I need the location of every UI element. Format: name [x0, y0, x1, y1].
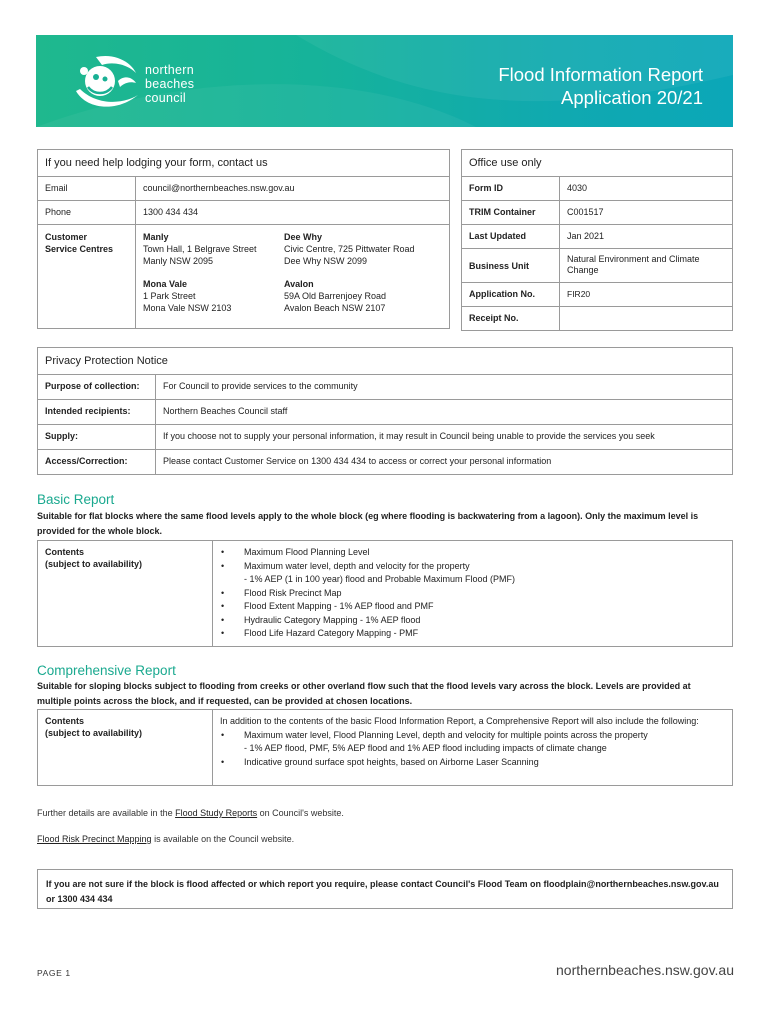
title-line-1: Flood Information Report [498, 64, 703, 85]
page-number: PAGE 1 [37, 968, 71, 978]
centres-label-line-1: Customer [45, 232, 88, 242]
centre-address-2: Avalon Beach NSW 2107 [284, 303, 386, 313]
centre-address-1: Civic Centre, 725 Pittwater Road [284, 244, 415, 254]
centre-address-2: Mona Vale NSW 2103 [143, 303, 232, 313]
contents-label-line-2: (subject to availability) [45, 728, 143, 738]
list-item: • Maximum Flood Planning Level [220, 546, 725, 560]
centre-name: Avalon [284, 279, 314, 289]
wordmark-line-1: northern [145, 63, 194, 77]
centre-address-1: Town Hall, 1 Belgrave Street [143, 244, 257, 254]
email-value[interactable]: council@northernbeaches.nsw.gov.au [136, 177, 450, 201]
wordmark-line-3: council [145, 91, 187, 105]
note-text: Further details are available in the [37, 808, 176, 818]
flood-study-note [37, 808, 344, 818]
centre-manly [143, 231, 284, 267]
list-item: • Maximum water level, depth and velocity for the property [220, 560, 725, 574]
basic-contents-list [213, 541, 733, 647]
list-item: • Indicative ground surface spot heights, based on Airborne Laser Scanning [220, 756, 725, 770]
basic-report-title: Basic Report [37, 492, 115, 507]
privacy-row-label: Purpose of collection: [38, 375, 156, 400]
contact-text: If you are not sure if the block is flood affected or which report you require, please contact Council's Flood Team on floodplain@northernbeaches.nsw.gov.au or 1300 434 434 [46, 879, 719, 904]
centres-label [38, 225, 136, 329]
basic-report-contents-table [37, 540, 733, 647]
privacy-row-label: Intended recipients: [38, 400, 156, 425]
contents-label-line-1: Contents [45, 716, 84, 726]
list-item: • Flood Extent Mapping - 1% AEP flood and PMF [220, 600, 725, 614]
privacy-row-value: For Council to provide services to the community [156, 375, 733, 400]
centre-mona-vale [143, 278, 284, 314]
header-banner [36, 35, 733, 127]
office-use-table [461, 149, 733, 331]
contents-label [38, 541, 213, 647]
centre-name: Manly [143, 232, 169, 242]
privacy-row-value: Northern Beaches Council staff [156, 400, 733, 425]
business-unit-value: Natural Environment and Climate Change [560, 249, 733, 283]
receipt-no-input[interactable] [560, 307, 733, 331]
email-label: Email [38, 177, 136, 201]
centre-address-2: Dee Why NSW 2099 [284, 256, 368, 266]
list-subitem: - 1% AEP (1 in 100 year) flood and Probable Maximum Flood (PMF) [244, 574, 515, 584]
list-item: • Flood Risk Precinct Map [220, 587, 725, 601]
trim-container-value: C001517 [560, 201, 733, 225]
centres-list [136, 225, 450, 329]
list-item: • Hydraulic Category Mapping - 1% AEP flood [220, 614, 725, 628]
phone-value[interactable]: 1300 434 434 [136, 201, 450, 225]
council-logo-icon [66, 51, 146, 115]
privacy-row-label: Access/Correction: [38, 450, 156, 475]
centre-address-1: 1 Park Street [143, 291, 196, 301]
contents-label-line-2: (subject to availability) [45, 559, 143, 569]
contents-label-line-1: Contents [45, 547, 84, 557]
privacy-notice-table [37, 347, 733, 475]
page-title [498, 63, 703, 109]
form-id-label: Form ID [462, 177, 560, 201]
flood-team-contact-box [37, 869, 733, 909]
centre-address-1: 59A Old Barrenjoey Road [284, 291, 387, 301]
privacy-heading: Privacy Protection Notice [38, 348, 733, 375]
comprehensive-report-contents-table [37, 709, 733, 786]
centre-name: Dee Why [284, 232, 323, 242]
list-item: • Flood Life Hazard Category Mapping - PMF [220, 627, 725, 641]
comprehensive-report-title: Comprehensive Report [37, 663, 176, 678]
last-updated-value: Jan 2021 [560, 225, 733, 249]
comprehensive-intro: In addition to the contents of the basic Flood Information Report, a Comprehensive Report will also include the following: [220, 716, 699, 726]
form-id-value: 4030 [560, 177, 733, 201]
help-contact-table [37, 149, 450, 329]
centre-address-2: Manly NSW 2095 [143, 256, 214, 266]
centre-name: Mona Vale [143, 279, 188, 289]
application-no-input[interactable]: FIR20 [560, 283, 733, 307]
note-text: on Council's website. [257, 808, 344, 818]
office-heading: Office use only [462, 150, 733, 177]
flood-study-reports-link[interactable]: Flood Study Reports [175, 808, 258, 818]
help-heading: If you need help lodging your form, contact us [38, 150, 450, 177]
basic-report-description: Suitable for flat blocks where the same flood levels apply to the whole block (eg where flooding is backwatering from a lagoon). Only the maximum level is provided for the whole block. [37, 511, 699, 536]
comprehensive-contents-list [213, 710, 733, 786]
trim-container-label: TRIM Container [462, 201, 560, 225]
comprehensive-report-description: Suitable for sloping blocks subject to flooding from creeks or other overland flow such that the flood levels vary across the block. Levels are provided at multiple points across the block, and if requested, can be provided at chosen locations. [37, 681, 691, 706]
receipt-no-label: Receipt No. [462, 307, 560, 331]
phone-label: Phone [38, 201, 136, 225]
list-item: • Maximum water level, Flood Planning Level, depth and velocity for multiple points across the property [220, 729, 725, 743]
application-no-label: Application No. [462, 283, 560, 307]
title-line-2: Application 20/21 [561, 87, 703, 108]
precinct-mapping-note [37, 834, 294, 844]
business-unit-label: Business Unit [462, 249, 560, 283]
centre-dee-why [284, 231, 424, 267]
last-updated-label: Last Updated [462, 225, 560, 249]
privacy-row-value: If you choose not to supply your personal information, it may result in Council being unable to provide the services you seek [156, 425, 733, 450]
note-text: is available on the Council website. [151, 834, 295, 844]
council-wordmark [145, 63, 194, 105]
website-url[interactable]: northernbeaches.nsw.gov.au [556, 962, 734, 978]
contents-label [38, 710, 213, 786]
privacy-row-label: Supply: [38, 425, 156, 450]
wordmark-line-2: beaches [145, 77, 195, 91]
privacy-row-value: Please contact Customer Service on 1300 434 434 to access or correct your personal information [156, 450, 733, 475]
flood-risk-precinct-mapping-link[interactable]: Flood Risk Precinct Mapping [37, 834, 152, 844]
centres-label-line-2: Service Centres [45, 244, 114, 254]
list-subitem: - 1% AEP flood, PMF, 5% AEP flood and 1% AEP flood including impacts of climate change [244, 743, 607, 753]
centre-avalon [284, 278, 424, 314]
